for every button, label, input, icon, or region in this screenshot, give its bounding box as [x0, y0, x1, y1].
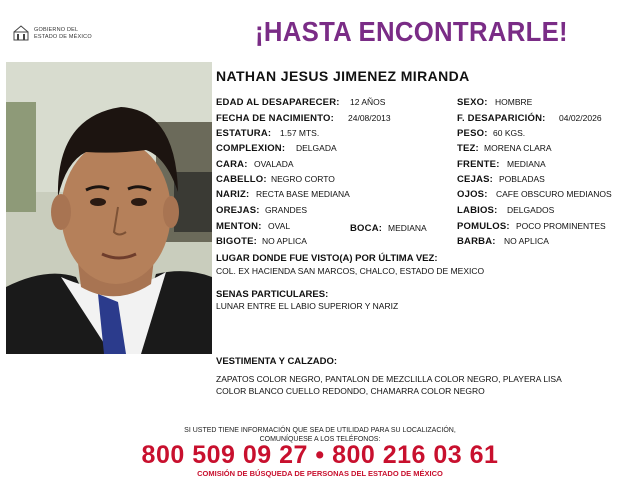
field-label: CARA: — [216, 159, 248, 170]
logo-text: GOBIERNO DEL ESTADO DE MÉXICO — [34, 27, 92, 40]
headline: ¡HASTA ENCONTRARLE! — [255, 16, 568, 47]
last-seen-text: COL. EX HACIENDA SAN MARCOS, CHALCO, ESTADO DE MEXICO — [216, 266, 485, 276]
field-value: 1.57 MTS. — [280, 128, 320, 138]
field-value: DELGADOS — [507, 205, 555, 215]
field-value: OVAL — [268, 221, 291, 231]
field-label: FRENTE: — [457, 159, 500, 170]
field-value: MORENA CLARA — [484, 143, 552, 153]
field-value: 24/08/2013 — [348, 113, 391, 123]
phone-numbers: 800 509 09 27 • 800 216 03 61 — [141, 441, 499, 469]
marks-text: LUNAR ENTRE EL LABIO SUPERIOR Y NARIZ — [216, 301, 399, 311]
field-label: SEXO: — [457, 97, 488, 108]
field-value: POBLADAS — [499, 174, 545, 184]
field-value: CAFE OBSCURO MEDIANOS — [496, 189, 612, 199]
field-label: CEJAS: — [457, 174, 494, 185]
field-label: POMULOS: — [457, 221, 510, 232]
field-label: EDAD AL DESAPARECER: — [216, 97, 340, 108]
field-label: CABELLO: — [216, 174, 267, 185]
field-value: MEDIANA — [507, 159, 546, 169]
field-value-mouth: MEDIANA — [388, 223, 427, 233]
last-seen-heading: LUGAR DONDE FUE VISTO(A) POR ÚLTIMA VEZ: — [216, 253, 438, 264]
clothing-heading: VESTIMENTA Y CALZADO: — [216, 356, 338, 367]
field-label: LABIOS: — [457, 205, 498, 216]
field-value: HOMBRE — [495, 97, 533, 107]
field-value: RECTA BASE MEDIANA — [256, 189, 350, 199]
commission-name: COMISIÓN DE BÚSQUEDA DE PERSONAS DEL ESTADO DE MÉXICO — [197, 469, 443, 478]
field-label: COMPLEXION: — [216, 143, 286, 154]
clothing-line1: ZAPATOS COLOR NEGRO, PANTALON DE MEZCLILLA COLOR NEGRO, PLAYERA LISA — [216, 374, 562, 384]
field-value: NO APLICA — [504, 236, 549, 246]
state-seal-icon — [12, 24, 30, 42]
field-label: PESO: — [457, 128, 488, 139]
missing-person-photo — [6, 62, 212, 354]
field-label: BARBA: — [457, 236, 496, 247]
contact-note-line1: SI USTED TIENE INFORMACIÓN QUE SEA DE UTILIDAD PARA SU LOCALIZACIÓN, — [184, 427, 456, 434]
field-value: 12 AÑOS — [350, 97, 386, 107]
field-label: NARIZ: — [216, 189, 250, 200]
field-value: POCO PROMINENTES — [516, 221, 606, 231]
government-logo — [12, 24, 112, 44]
field-value: GRANDES — [265, 205, 308, 215]
field-label: TEZ: — [457, 143, 479, 154]
field-label: OREJAS: — [216, 205, 260, 216]
field-value: OVALADA — [254, 159, 294, 169]
field-label-mouth: BOCA: — [350, 223, 383, 234]
field-label: OJOS: — [457, 189, 488, 200]
field-value: 04/02/2026 — [559, 113, 602, 123]
field-value: NO APLICA — [262, 236, 307, 246]
marks-heading: SENAS PARTICULARES: — [216, 289, 329, 300]
field-label: FECHA DE NACIMIENTO: — [216, 113, 334, 124]
field-label: MENTON: — [216, 221, 262, 232]
field-value: NEGRO CORTO — [271, 174, 335, 184]
field-value: 60 KGS. — [493, 128, 526, 138]
field-value: DELGADA — [296, 143, 337, 153]
contact-note-line2: COMUNÍQUESE A LOS TELÉFONOS: — [259, 435, 381, 443]
field-label: BIGOTE: — [216, 236, 257, 247]
field-label: F. DESAPARICIÓN: — [457, 113, 546, 124]
clothing-line2: COLOR BLANCO CUELLO REDONDO, CHAMARRA COLOR NEGRO — [216, 386, 485, 396]
field-label: ESTATURA: — [216, 128, 272, 139]
person-name: NATHAN JESUS JIMENEZ MIRANDA — [216, 68, 470, 84]
